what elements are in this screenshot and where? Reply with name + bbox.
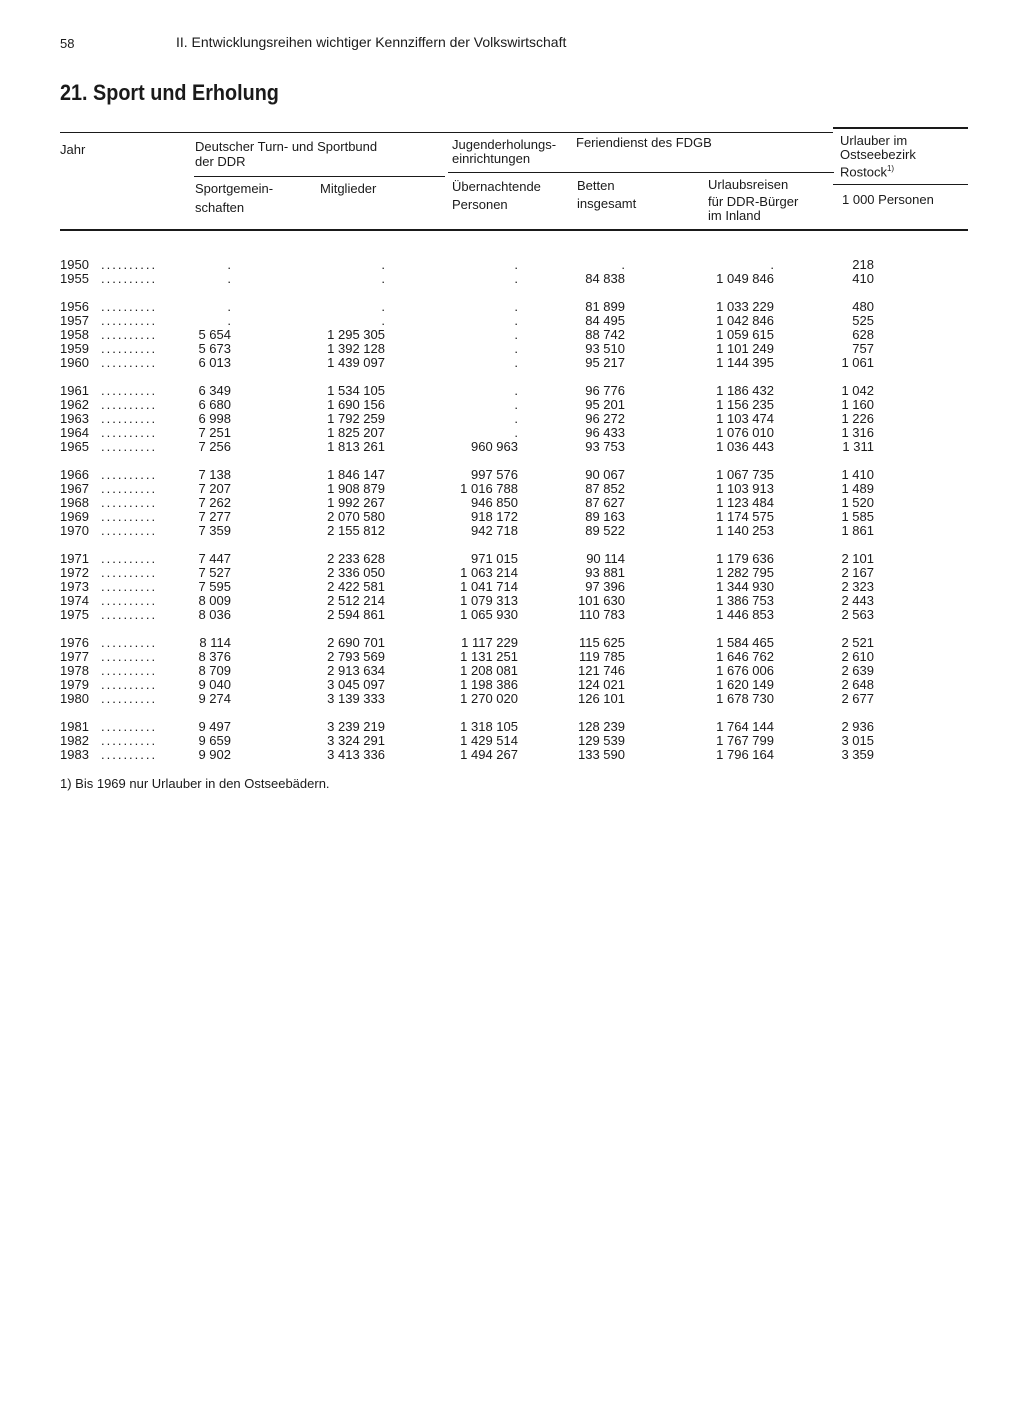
table-cell: 8 114 <box>199 635 231 650</box>
row-leader-dots: .......... <box>101 593 158 608</box>
table-cell: 89 522 <box>585 523 625 538</box>
table-cell: 8 709 <box>198 663 231 678</box>
table-cell: 96 776 <box>585 383 625 398</box>
header-bottom-rule <box>60 229 968 231</box>
header-jahr: Jahr <box>60 142 86 157</box>
header-reisen-line2: für DDR-Bürger <box>708 194 799 209</box>
table-cell: 1 103 474 <box>716 411 774 426</box>
table-cell: 1 186 432 <box>716 383 774 398</box>
row-year: 1978 <box>60 663 89 678</box>
table-cell: 2 648 <box>841 677 874 692</box>
row-leader-dots: .......... <box>101 523 158 538</box>
row-leader-dots: .......... <box>101 355 158 370</box>
table-cell: 87 852 <box>585 481 625 496</box>
table-cell: 90 114 <box>586 551 625 566</box>
table-cell: 1 318 105 <box>460 719 518 734</box>
table-cell: 1 156 235 <box>716 397 774 412</box>
table-cell: 1 429 514 <box>460 733 518 748</box>
table-cell: 1 282 795 <box>716 565 774 580</box>
table-cell: . <box>381 257 385 272</box>
table-cell: 1 311 <box>842 439 874 454</box>
table-cell: 1 103 913 <box>716 481 774 496</box>
table-cell: 480 <box>852 299 874 314</box>
table-cell: 1 813 261 <box>327 439 385 454</box>
table-cell: 3 359 <box>841 747 874 762</box>
row-leader-dots: .......... <box>101 299 158 314</box>
table-cell: 129 539 <box>578 733 625 748</box>
footnote: 1) Bis 1969 nur Urlauber in den Ostseebädern. <box>60 776 330 791</box>
table-cell: 8 036 <box>198 607 231 622</box>
row-year: 1969 <box>60 509 89 524</box>
table-cell: 1 160 <box>841 397 874 412</box>
table-cell: 7 138 <box>198 467 231 482</box>
row-year: 1961 <box>60 383 89 398</box>
footnote-marker: 1) <box>886 164 895 173</box>
table-cell: . <box>514 327 518 342</box>
table-cell: 6 998 <box>198 411 231 426</box>
table-cell: 126 101 <box>578 691 625 706</box>
row-leader-dots: .......... <box>101 733 158 748</box>
row-leader-dots: .......... <box>101 551 158 566</box>
table-cell: 2 443 <box>841 593 874 608</box>
row-leader-dots: .......... <box>101 313 158 328</box>
table-cell: 2 690 701 <box>327 635 385 650</box>
table-cell: 1 908 879 <box>327 481 385 496</box>
row-leader-dots: .......... <box>101 341 158 356</box>
table-cell: 628 <box>852 327 874 342</box>
table-cell: 1 316 <box>841 425 874 440</box>
table-cell: 1 678 730 <box>716 691 774 706</box>
table-cell: 1 295 305 <box>327 327 385 342</box>
table-cell: 1 446 853 <box>716 607 774 622</box>
table-cell: 997 576 <box>471 467 518 482</box>
row-year: 1957 <box>60 313 89 328</box>
row-leader-dots: .......... <box>101 509 158 524</box>
table-cell: 2 167 <box>841 565 874 580</box>
table-cell: 1 036 443 <box>716 439 774 454</box>
table-cell: 7 256 <box>198 439 231 454</box>
row-leader-dots: .......... <box>101 383 158 398</box>
table-cell: 95 201 <box>585 397 625 412</box>
header-dtsb-line2: der DDR <box>195 154 246 169</box>
table-cell: . <box>514 397 518 412</box>
row-year: 1970 <box>60 523 89 538</box>
table-cell: 1 179 636 <box>716 551 774 566</box>
table-cell: 1 049 846 <box>716 271 774 286</box>
table-cell: 1 344 930 <box>716 579 774 594</box>
header-jugend-line2: einrichtungen <box>452 151 531 166</box>
row-leader-dots: .......... <box>101 579 158 594</box>
row-leader-dots: .......... <box>101 635 158 650</box>
table-cell: 9 902 <box>198 747 231 762</box>
table-cell: 525 <box>852 313 874 328</box>
row-year: 1950 <box>60 257 89 272</box>
row-year: 1972 <box>60 565 89 580</box>
row-leader-dots: .......... <box>101 467 158 482</box>
table-cell: 119 785 <box>578 649 625 664</box>
table-cell: 1 620 149 <box>716 677 774 692</box>
table-cell: 1 140 253 <box>716 523 774 538</box>
table-cell: 9 040 <box>198 677 231 692</box>
table-cell: 2 677 <box>841 691 874 706</box>
table-cell: 2 070 580 <box>327 509 385 524</box>
row-leader-dots: .......... <box>101 747 158 762</box>
table-cell: 81 899 <box>585 299 625 314</box>
row-year: 1982 <box>60 733 89 748</box>
table-cell: 218 <box>852 257 874 272</box>
table-cell: 2 594 861 <box>327 607 385 622</box>
table-cell: . <box>227 299 231 314</box>
table-cell: 1 067 735 <box>716 467 774 482</box>
row-year: 1976 <box>60 635 89 650</box>
table-cell: 918 172 <box>471 509 518 524</box>
row-leader-dots: .......... <box>101 691 158 706</box>
table-cell: 1 494 267 <box>460 747 518 762</box>
row-leader-dots: .......... <box>101 495 158 510</box>
table-cell: 2 610 <box>841 649 874 664</box>
table-cell: 84 838 <box>585 271 625 286</box>
table-cell: 942 718 <box>471 523 518 538</box>
row-year: 1971 <box>60 551 89 566</box>
table-cell: 410 <box>852 271 874 286</box>
dtsb-subrule <box>194 176 445 177</box>
header-reisen-line1: Urlaubsreisen <box>708 177 789 192</box>
row-year: 1981 <box>60 719 89 734</box>
table-title: 21. Sport und Erholung <box>60 80 279 105</box>
table-cell: 88 742 <box>585 327 625 342</box>
table-cell: 1 764 144 <box>716 719 774 734</box>
table-cell: 3 045 097 <box>327 677 385 692</box>
header-urlauber-line3 <box>840 161 894 179</box>
table-cell: 3 239 219 <box>327 719 385 734</box>
table-cell: 7 527 <box>198 565 231 580</box>
table-cell: 2 422 581 <box>327 579 385 594</box>
table-cell: 1 585 <box>841 509 874 524</box>
table-cell: 3 413 336 <box>327 747 385 762</box>
table-cell: . <box>514 299 518 314</box>
row-leader-dots: .......... <box>101 649 158 664</box>
table-cell: 93 510 <box>585 341 625 356</box>
table-cell: 7 447 <box>198 551 231 566</box>
table-cell: 1 226 <box>841 411 874 426</box>
row-year: 1965 <box>60 439 89 454</box>
header-betten-line2: insgesamt <box>577 196 637 211</box>
table-cell: 1 063 214 <box>460 565 518 580</box>
table-cell: 1 690 156 <box>327 397 385 412</box>
table-cell: 1 174 575 <box>716 509 774 524</box>
row-year: 1960 <box>60 355 89 370</box>
table-cell: . <box>621 257 625 272</box>
row-year: 1958 <box>60 327 89 342</box>
table-cell: 5 673 <box>198 341 231 356</box>
table-cell: 7 207 <box>198 481 231 496</box>
table-cell: 7 595 <box>198 579 231 594</box>
table-cell: . <box>770 257 774 272</box>
top-rule-left <box>60 132 833 133</box>
table-cell: 84 495 <box>585 313 625 328</box>
table-cell: 7 359 <box>198 523 231 538</box>
table-cell: 1 042 846 <box>716 313 774 328</box>
table-cell: 8 376 <box>198 649 231 664</box>
table-cell: 1 131 251 <box>460 649 518 664</box>
header-reisen-line3: im Inland <box>708 208 761 223</box>
table-cell: 9 497 <box>198 719 231 734</box>
table-cell: 1 123 484 <box>716 495 774 510</box>
table-cell: 1 270 020 <box>460 691 518 706</box>
fdgb-subrule <box>448 172 834 173</box>
table-cell: . <box>514 411 518 426</box>
table-cell: 1 646 762 <box>716 649 774 664</box>
table-cell: 757 <box>852 341 874 356</box>
table-cell: . <box>514 257 518 272</box>
header-sportgem-line1: Sportgemein- <box>195 181 274 196</box>
table-cell: 1 208 081 <box>460 663 518 678</box>
table-cell: 133 590 <box>578 747 625 762</box>
table-cell: 9 274 <box>198 691 231 706</box>
header-unit: 1 000 Personen <box>842 192 934 207</box>
table-cell: 9 659 <box>198 733 231 748</box>
table-cell: 1 061 <box>841 355 874 370</box>
table-cell: 90 067 <box>585 467 625 482</box>
table-cell: . <box>381 299 385 314</box>
table-cell: 2 155 812 <box>327 523 385 538</box>
table-cell: . <box>227 313 231 328</box>
table-cell: . <box>514 271 518 286</box>
row-leader-dots: .......... <box>101 411 158 426</box>
table-cell: 1 016 788 <box>460 481 518 496</box>
row-year: 1977 <box>60 649 89 664</box>
table-cell: 5 654 <box>198 327 231 342</box>
table-cell: 2 233 628 <box>327 551 385 566</box>
table-cell: 971 015 <box>471 551 518 566</box>
table-cell: 2 323 <box>841 579 874 594</box>
row-leader-dots: .......... <box>101 327 158 342</box>
table-cell: 93 753 <box>585 439 625 454</box>
table-cell: 2 101 <box>841 551 874 566</box>
row-leader-dots: .......... <box>101 271 158 286</box>
table-cell: 1 076 010 <box>716 425 774 440</box>
table-cell: 1 392 128 <box>327 341 385 356</box>
row-leader-dots: .......... <box>101 257 158 272</box>
header-mitglieder: Mitglieder <box>320 181 377 196</box>
row-leader-dots: .......... <box>101 397 158 412</box>
table-cell: 1 033 229 <box>716 299 774 314</box>
table-cell: . <box>227 271 231 286</box>
header-dtsb-line1: Deutscher Turn- und Sportbund <box>195 139 378 154</box>
table-cell: 1 117 229 <box>461 635 518 650</box>
table-cell: 1 198 386 <box>460 677 518 692</box>
row-leader-dots: .......... <box>101 425 158 440</box>
table-cell: 1 042 <box>841 383 874 398</box>
table-cell: 87 627 <box>585 495 625 510</box>
row-year: 1963 <box>60 411 89 426</box>
table-cell: 6 013 <box>198 355 231 370</box>
header-jugend-line1: Jugenderholungs- <box>452 137 557 152</box>
running-header: II. Entwicklungsreihen wichtiger Kennziffern der Volkswirtschaft <box>176 34 567 50</box>
table-cell: 89 163 <box>585 509 625 524</box>
table-cell: 1 796 164 <box>716 747 774 762</box>
header-urlauber-line1: Urlauber im <box>840 133 908 148</box>
row-year: 1983 <box>60 747 89 762</box>
row-year: 1973 <box>60 579 89 594</box>
urlauber-rostock: Rostock <box>840 164 887 180</box>
table-cell: . <box>381 313 385 328</box>
table-cell: 1 059 615 <box>716 327 774 342</box>
table-cell: 121 746 <box>578 663 625 678</box>
table-cell: . <box>514 425 518 440</box>
table-cell: 1 101 249 <box>716 341 774 356</box>
table-cell: 110 783 <box>578 607 625 622</box>
table-cell: 96 272 <box>585 411 625 426</box>
table-cell: 1 825 207 <box>327 425 385 440</box>
row-year: 1980 <box>60 691 89 706</box>
page-number: 58 <box>60 36 75 51</box>
table-cell: 1 792 259 <box>327 411 385 426</box>
row-leader-dots: .......... <box>101 607 158 622</box>
row-year: 1975 <box>60 607 89 622</box>
table-cell: 101 630 <box>578 593 625 608</box>
table-cell: 1 144 395 <box>716 355 774 370</box>
row-year: 1974 <box>60 593 89 608</box>
table-cell: 7 262 <box>198 495 231 510</box>
row-year: 1962 <box>60 397 89 412</box>
header-fdgb: Feriendienst des FDGB <box>576 135 712 150</box>
table-cell: 1 079 313 <box>460 593 518 608</box>
row-year: 1964 <box>60 425 89 440</box>
table-cell: 115 625 <box>578 635 625 650</box>
row-leader-dots: .......... <box>101 481 158 496</box>
table-cell: 946 850 <box>471 495 518 510</box>
table-cell: 2 563 <box>841 607 874 622</box>
table-cell: . <box>381 271 385 286</box>
table-cell: 1 489 <box>841 481 874 496</box>
header-urlauber-line2: Ostseebezirk <box>840 147 916 162</box>
table-cell: 2 793 569 <box>327 649 385 664</box>
table-cell: 960 963 <box>471 439 518 454</box>
row-year: 1968 <box>60 495 89 510</box>
row-leader-dots: .......... <box>101 565 158 580</box>
header-betten-line1: Betten <box>577 178 615 193</box>
table-cell: 95 217 <box>585 355 625 370</box>
table-cell: 3 139 333 <box>327 691 385 706</box>
table-cell: 2 521 <box>841 635 874 650</box>
table-cell: 1 861 <box>841 523 874 538</box>
top-rule-right <box>833 127 968 129</box>
table-cell: 2 639 <box>841 663 874 678</box>
header-uebern-line2: Personen <box>452 197 508 212</box>
table-cell: 3 015 <box>841 733 874 748</box>
table-cell: 2 913 634 <box>327 663 385 678</box>
header-sportgem-line2: schaften <box>195 200 245 215</box>
table-cell: 3 324 291 <box>327 733 385 748</box>
table-cell: 1 767 799 <box>716 733 774 748</box>
row-leader-dots: .......... <box>101 439 158 454</box>
row-leader-dots: .......... <box>101 719 158 734</box>
table-cell: 1 992 267 <box>327 495 385 510</box>
table-cell: 6 680 <box>198 397 231 412</box>
row-year: 1959 <box>60 341 89 356</box>
table-cell: 96 433 <box>585 425 625 440</box>
row-year: 1979 <box>60 677 89 692</box>
table-cell: 7 277 <box>198 509 231 524</box>
table-cell: 1 676 006 <box>716 663 774 678</box>
table-cell: 93 881 <box>585 565 625 580</box>
table-cell: 2 936 <box>841 719 874 734</box>
row-year: 1966 <box>60 467 89 482</box>
header-uebern-line1: Übernachtende <box>452 179 541 194</box>
table-cell: 1 584 465 <box>716 635 774 650</box>
row-leader-dots: .......... <box>101 663 158 678</box>
table-cell: 2 512 214 <box>327 593 385 608</box>
table-cell: . <box>514 313 518 328</box>
table-cell: . <box>227 257 231 272</box>
table-cell: . <box>514 341 518 356</box>
table-cell: 7 251 <box>198 425 231 440</box>
table-cell: 1 520 <box>841 495 874 510</box>
table-cell: 128 239 <box>578 719 625 734</box>
table-cell: 1 846 147 <box>327 467 385 482</box>
table-cell: 97 396 <box>585 579 625 594</box>
row-year: 1955 <box>60 271 89 286</box>
table-cell: 1 386 753 <box>716 593 774 608</box>
table-cell: 1 065 930 <box>460 607 518 622</box>
table-cell: 8 009 <box>198 593 231 608</box>
table-cell: . <box>514 383 518 398</box>
table-cell: 124 021 <box>578 677 625 692</box>
table-cell: 1 439 097 <box>327 355 385 370</box>
row-year: 1967 <box>60 481 89 496</box>
table-cell: 6 349 <box>198 383 231 398</box>
table-cell: . <box>514 355 518 370</box>
table-cell: 1 041 714 <box>460 579 518 594</box>
row-leader-dots: .......... <box>101 677 158 692</box>
row-year: 1956 <box>60 299 89 314</box>
urlauber-subrule <box>833 184 968 185</box>
table-cell: 2 336 050 <box>327 565 385 580</box>
table-cell: 1 534 105 <box>327 383 385 398</box>
table-cell: 1 410 <box>841 467 874 482</box>
